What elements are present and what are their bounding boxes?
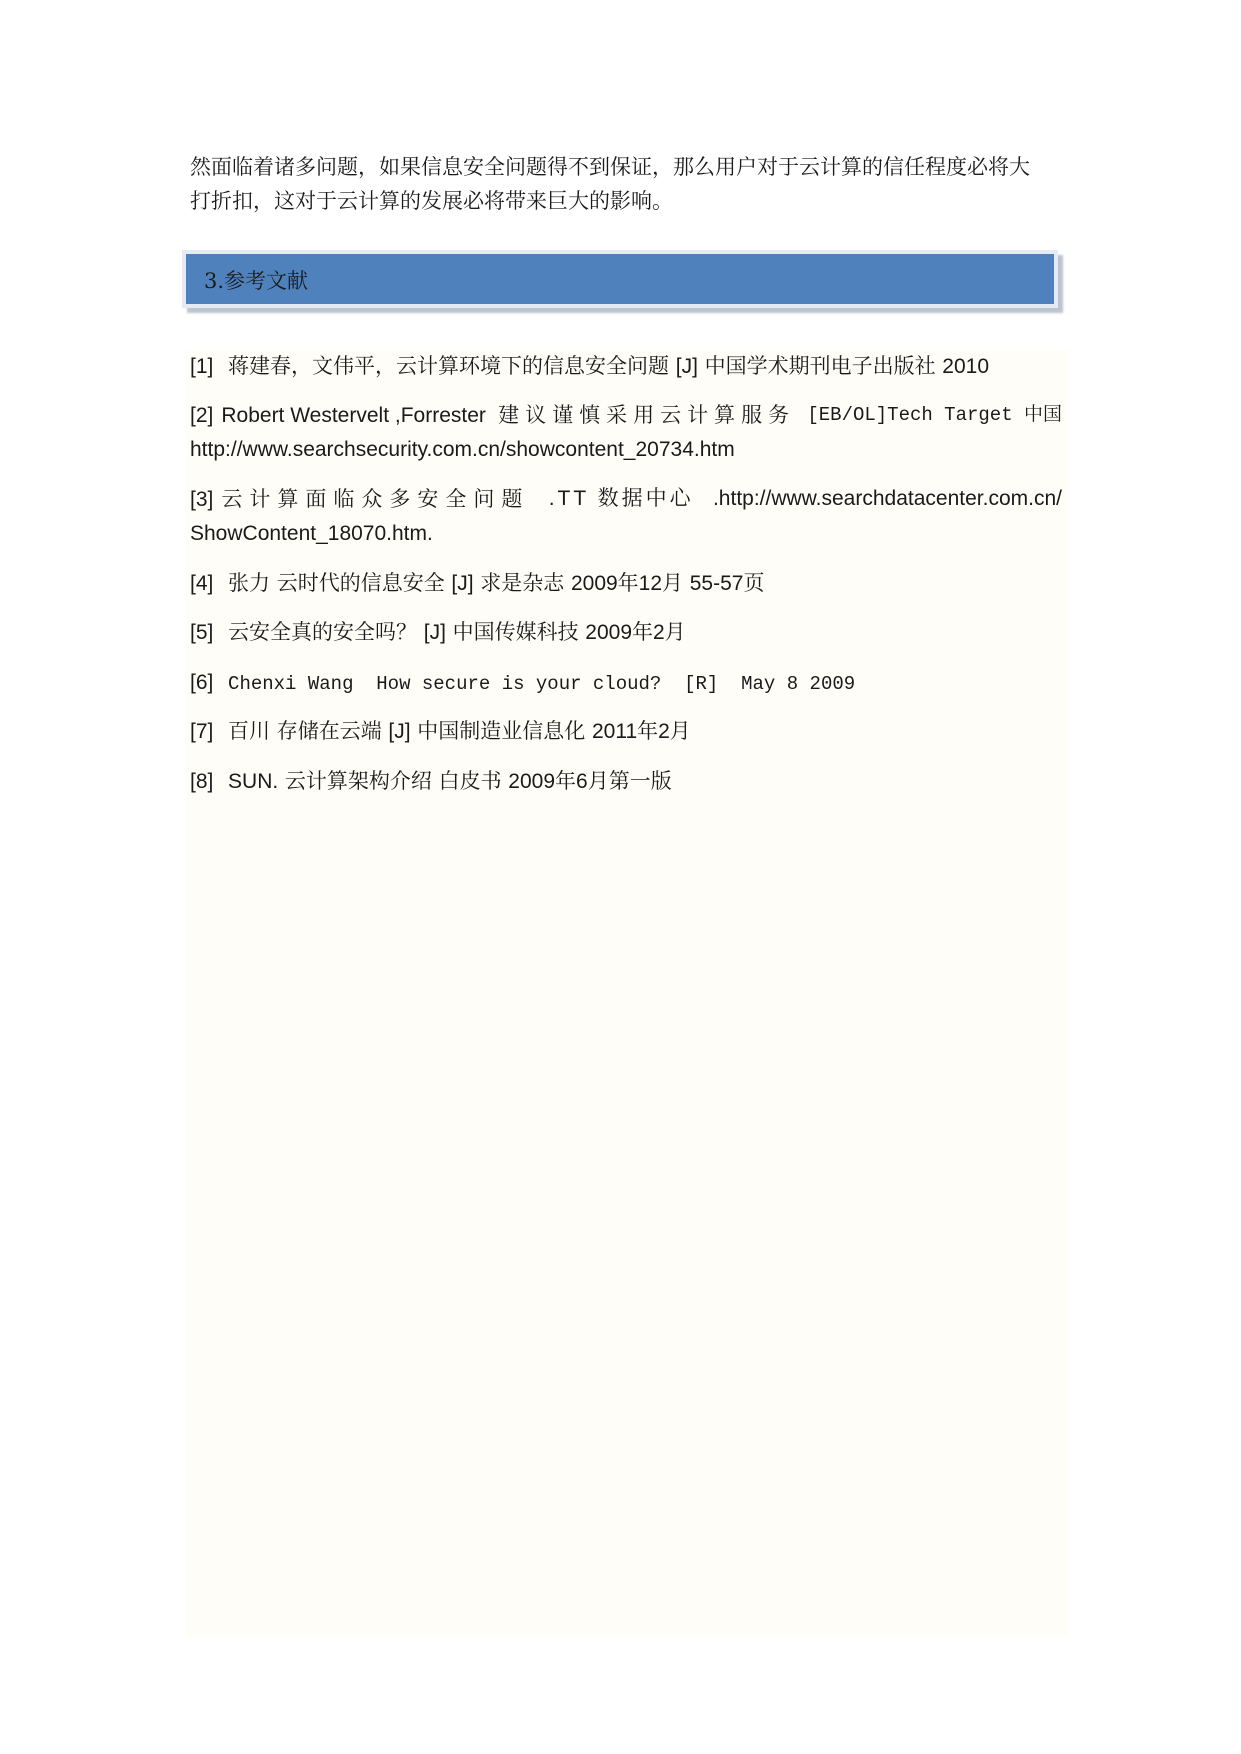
reference-source: [EB/OL]Tech Target 中国 (807, 404, 1062, 426)
reference-url[interactable]: http://www.searchsecurity.com.cn/showcontent_20734.htm (190, 438, 735, 461)
reference-author: SUN. (228, 770, 279, 793)
reference-number: [8] (190, 770, 214, 793)
section-heading: 3.参考文献 (204, 269, 309, 293)
reference-type: [J] (451, 572, 474, 595)
reference-url-part-2[interactable]: ShowContent_18070.htm. (190, 522, 433, 545)
reference-pages: 55-57页 (689, 572, 765, 595)
reference-text: Chenxi Wang How secure is your cloud? [R] May 8 2009 (228, 673, 856, 695)
reference-authors: 蒋建春，文伟平，云计算环境下的信息安全问题 (228, 354, 670, 378)
reference-item-4 (190, 566, 1062, 601)
reference-journal: 求是杂志 (480, 571, 565, 595)
reference-source: .TT 数据中心 (548, 487, 694, 510)
reference-date: 2009年2月 (585, 621, 686, 644)
reference-author: Robert Westervelt ,Forrester (221, 404, 486, 427)
reference-title: 云计算面临众多安全问题 (221, 487, 530, 511)
reference-item-5 (190, 615, 1062, 650)
reference-text: 云安全真的安全吗？ (228, 620, 418, 644)
reference-number: [7] (190, 720, 214, 743)
reference-text: 云计算架构介绍 白皮书 (284, 769, 502, 793)
reference-number: [6] (190, 671, 214, 694)
reference-item-8 (190, 764, 1062, 799)
section-heading-box (182, 250, 1058, 308)
reference-item-7 (190, 714, 1062, 749)
reference-type: [J] (423, 621, 446, 644)
reference-url-part-1[interactable]: .http://www.searchdatacenter.com.cn/ (712, 487, 1062, 510)
reference-date: 2009年12月 (570, 572, 684, 595)
intro-line-2: 打折扣，这对于云计算的发展必将带来巨大的影响。 (190, 189, 673, 213)
reference-item-1 (190, 349, 1062, 384)
reference-journal: 中国传媒科技 (452, 620, 579, 644)
reference-number: [2] (190, 404, 214, 427)
reference-number: [4] (190, 572, 214, 595)
reference-year: 2010 (942, 355, 989, 378)
reference-item-2 (190, 398, 1062, 467)
reference-publisher: 中国学术期刊电子出版社 (704, 354, 936, 378)
reference-number: [5] (190, 621, 214, 644)
reference-type: [J] (675, 355, 698, 378)
reference-title: 建议谨慎采用云计算服务 (498, 403, 796, 427)
reference-number: [1] (190, 355, 214, 378)
intro-paragraph (190, 150, 1070, 218)
reference-item-6 (190, 665, 1062, 701)
reference-text: 百川 存储在云端 (228, 719, 382, 743)
reference-journal: 中国制造业信息化 (417, 719, 586, 743)
reference-type: [J] (388, 720, 411, 743)
reference-date: 2011年2月 (591, 720, 691, 743)
reference-line-1 (190, 398, 1062, 433)
reference-text: 张力 云时代的信息安全 (228, 571, 445, 595)
intro-line-1: 然面临着诸多问题，如果信息安全问题得不到保证，那么用户对于云计算的信任程度必将大 (190, 155, 1030, 179)
reference-number: [3] (190, 488, 214, 511)
reference-item-3 (190, 482, 1062, 551)
reference-date: 2009年6月第一版 (508, 770, 672, 793)
reference-line-1 (190, 482, 1062, 517)
